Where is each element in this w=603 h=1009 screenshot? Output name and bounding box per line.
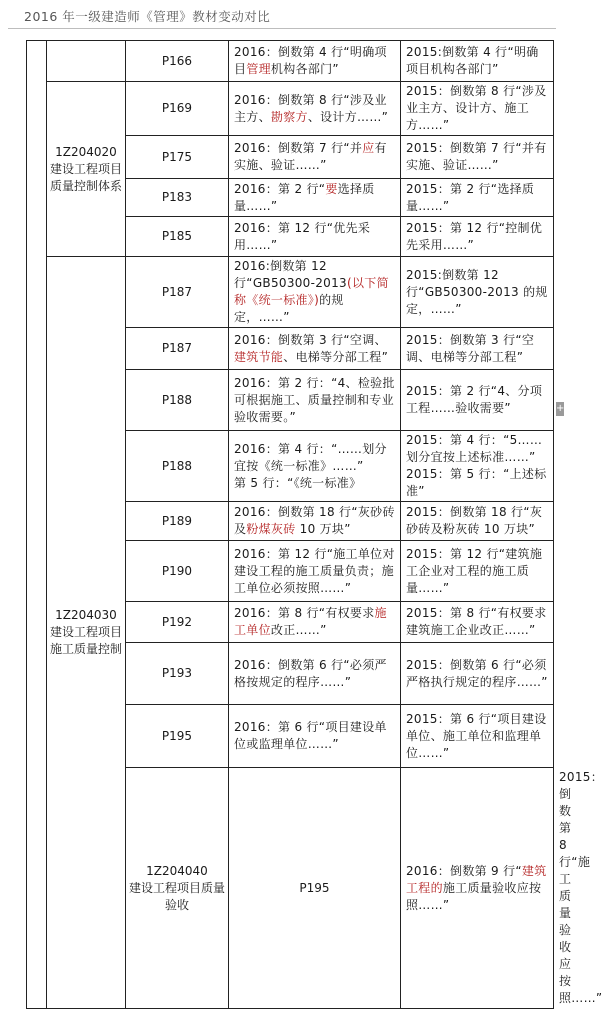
new-version-cell xyxy=(229,257,401,328)
highlighted-change-text: 粉煤灰砖 xyxy=(246,522,296,536)
cell-text: 2015：倒数第 8 行“施工质量验收应按照……” xyxy=(559,770,603,1005)
new-version-cell xyxy=(229,136,401,179)
highlighted-change-text: 要 xyxy=(325,181,338,196)
cell-text: 2015：第 12 行“建筑施工企业对工程的施工质量……” xyxy=(406,546,543,595)
cell-text: 2015：第 2 行“选择质量……” xyxy=(406,181,535,213)
cell-text: 2016：倒数第 9 行“ xyxy=(406,863,522,878)
cell-text: 2016：倒数第 4 行“明确项目 xyxy=(234,45,387,76)
cell-text: 2015：倒数第 3 行“空调、电梯等分部工程” xyxy=(406,332,535,364)
page-number: P195 xyxy=(161,728,193,743)
cell-text: 改正……” xyxy=(270,623,327,637)
old-version-cell xyxy=(401,136,554,179)
page-cell xyxy=(126,370,229,431)
cell-text: 2015：倒数第 7 行“并有实施、验证……” xyxy=(406,141,547,172)
highlighted-change-text: 勘察方 xyxy=(270,109,308,124)
old-version-cell xyxy=(401,643,554,705)
page-number: P183 xyxy=(161,190,193,204)
old-version-cell xyxy=(401,179,554,217)
old-version-cell xyxy=(401,541,554,602)
new-version-cell xyxy=(229,602,401,643)
old-version-cell xyxy=(401,502,554,541)
page-cell xyxy=(126,643,229,705)
page-number: P185 xyxy=(161,229,193,243)
page-cell xyxy=(126,502,229,541)
cell-text: 2016：第 4 行：“……划分宜按《统一标准》……” xyxy=(234,441,387,473)
cell-text: 2016：第 2 行“ xyxy=(234,181,326,196)
cell-text: 2016：第 8 行“有权要求 xyxy=(234,606,375,620)
document-title: 2016 年一级建造师《管理》教材变动对比 xyxy=(24,9,271,24)
new-version-cell xyxy=(229,179,401,217)
old-version-cell xyxy=(401,705,554,768)
table-row xyxy=(27,82,554,136)
highlighted-change-text: (以下简称《统一标准》) xyxy=(234,276,389,307)
section-code: 1Z204030 xyxy=(55,608,117,622)
highlighted-change-text: 建筑节能 xyxy=(234,349,284,364)
new-version-cell xyxy=(229,328,401,370)
page-number: P169 xyxy=(161,101,193,115)
page-cell xyxy=(126,705,229,768)
cell-text: 2016：倒数第 3 行“空调、 xyxy=(234,332,387,347)
highlighted-change-text: 施工单位 xyxy=(234,606,387,637)
old-version-cell xyxy=(401,82,554,136)
page-number: P187 xyxy=(161,341,193,355)
section-cell xyxy=(47,257,126,1009)
new-version-cell xyxy=(229,541,401,602)
page-cell xyxy=(229,768,401,1009)
old-version-cell xyxy=(401,431,554,502)
cell-text: 2016：第 12 行“施工单位对建设工程的施工质量负责；施工单位必须按照……” xyxy=(234,546,395,595)
old-version-cell xyxy=(401,257,554,328)
highlighted-change-text: 应 xyxy=(362,141,375,155)
page-number: P187 xyxy=(161,284,193,299)
page-cell xyxy=(126,179,229,217)
cell-text: 10 万块” xyxy=(295,522,351,536)
new-version-cell xyxy=(229,217,401,257)
old-version-cell xyxy=(401,328,554,370)
page-cell xyxy=(126,602,229,643)
section-cell xyxy=(47,41,126,82)
cell-text: 选择质量……” xyxy=(234,181,375,213)
table-row xyxy=(27,41,554,82)
comparison-table xyxy=(26,40,603,1009)
cell-text: 2016：第 2 行：“4、检验批可根据施工、质量控制和专业验收需要。” xyxy=(234,375,395,424)
cell-text: 2015：第 12 行“控制优先采用……” xyxy=(406,220,543,252)
cell-text: 2016：倒数第 6 行“必须严格按规定的程序……” xyxy=(234,657,387,689)
expand-icon[interactable]: + xyxy=(556,403,565,414)
highlighted-change-text: 建筑工程的 xyxy=(406,863,547,895)
cell-text: 2015：倒数第 8 行“涉及业主方、设计方、施工方……” xyxy=(406,84,547,132)
blank-column xyxy=(27,41,47,1009)
cell-text: 第 5 行：“《统一标准》 xyxy=(234,475,362,490)
table-row xyxy=(27,257,554,328)
page-number: P188 xyxy=(161,392,193,407)
section-title: 建设工程项目施工质量控制 xyxy=(49,625,122,656)
cell-text: 2015：倒数第 18 行“灰砂砖及粉灰砖 10 万块” xyxy=(406,505,543,536)
section-code: 1Z204020 xyxy=(55,144,117,159)
cell-text: 2015:倒数第 4 行“明确项目机构各部门” xyxy=(406,45,539,76)
cell-text: 、设计方……” xyxy=(307,109,389,124)
page-cell xyxy=(126,541,229,602)
cell-text: 2015：第 6 行“项目建设单位、施工单位和监理单位……” xyxy=(406,711,547,760)
page-cell xyxy=(126,136,229,179)
page-cell xyxy=(126,257,229,328)
old-version-cell xyxy=(401,370,554,431)
page-number: P189 xyxy=(161,513,193,528)
new-version-cell xyxy=(401,768,554,1009)
cell-text: 2016:倒数第 12 行“GB50300-2013 xyxy=(234,259,347,290)
section-cell xyxy=(47,82,126,257)
document-header xyxy=(8,2,556,29)
comparison-table-wrapper xyxy=(26,40,603,1009)
new-version-cell xyxy=(229,502,401,541)
cell-text: 施工质量验收应按照……” xyxy=(406,880,542,912)
page-number: P193 xyxy=(161,666,193,680)
section-title: 建设工程项目质量控制体系 xyxy=(49,161,122,193)
cell-text: 2015：第 4 行：“5……划分宜按上述标准……” xyxy=(406,433,543,464)
cell-text: 2016：第 6 行“项目建设单位或监理单位……” xyxy=(234,720,387,751)
page-cell xyxy=(126,431,229,502)
page-number: P188 xyxy=(161,458,193,473)
cell-text: 、电梯等分部工程” xyxy=(283,349,389,364)
new-version-cell xyxy=(229,370,401,431)
new-version-cell xyxy=(229,82,401,136)
new-version-cell xyxy=(229,643,401,705)
old-version-cell xyxy=(401,41,554,82)
cell-text: 2015:倒数第 12 行“GB50300-2013 的规定，……” xyxy=(406,267,548,316)
cell-text: 的规定，……” xyxy=(234,293,344,324)
cell-text: 2016：倒数第 18 行“灰砂砖及 xyxy=(234,505,395,536)
new-version-cell xyxy=(229,431,401,502)
page-cell xyxy=(126,217,229,257)
page-number: P190 xyxy=(161,563,193,578)
cell-text: 2016：倒数第 8 行“涉及业主方、 xyxy=(234,92,387,124)
highlighted-change-text: 管理 xyxy=(246,62,271,76)
page-number: P192 xyxy=(161,614,193,629)
new-version-cell xyxy=(229,41,401,82)
cell-text: 2015：第 8 行“有权要求建筑施工企业改正……” xyxy=(406,606,547,637)
cell-text: 机构各部门” xyxy=(270,62,339,76)
old-version-cell xyxy=(401,217,554,257)
page-number: P166 xyxy=(161,53,193,68)
cell-text: 2015：第 2 行“4、分项工程……验收需要” xyxy=(406,384,543,415)
cell-text: 2015：第 5 行：“上述标准” xyxy=(406,467,547,498)
page-cell xyxy=(126,82,229,136)
section-title: 建设工程项目质量验收 xyxy=(128,880,225,912)
page-number: P175 xyxy=(161,149,193,164)
cell-text: 2016：倒数第 7 行“并 xyxy=(234,141,363,155)
page-cell xyxy=(126,41,229,82)
section-cell xyxy=(126,768,229,1009)
page-cell xyxy=(126,328,229,370)
old-version-cell xyxy=(401,602,554,643)
new-version-cell xyxy=(229,705,401,768)
cell-text: 2016：第 12 行“优先采用……” xyxy=(234,220,371,252)
page-number: P195 xyxy=(299,880,330,895)
section-code: 1Z204040 xyxy=(146,863,208,878)
cell-text: 2015：倒数第 6 行“必须严格执行规定的程序……” xyxy=(406,657,548,689)
cell-text: 有实施、验证……” xyxy=(234,141,387,172)
